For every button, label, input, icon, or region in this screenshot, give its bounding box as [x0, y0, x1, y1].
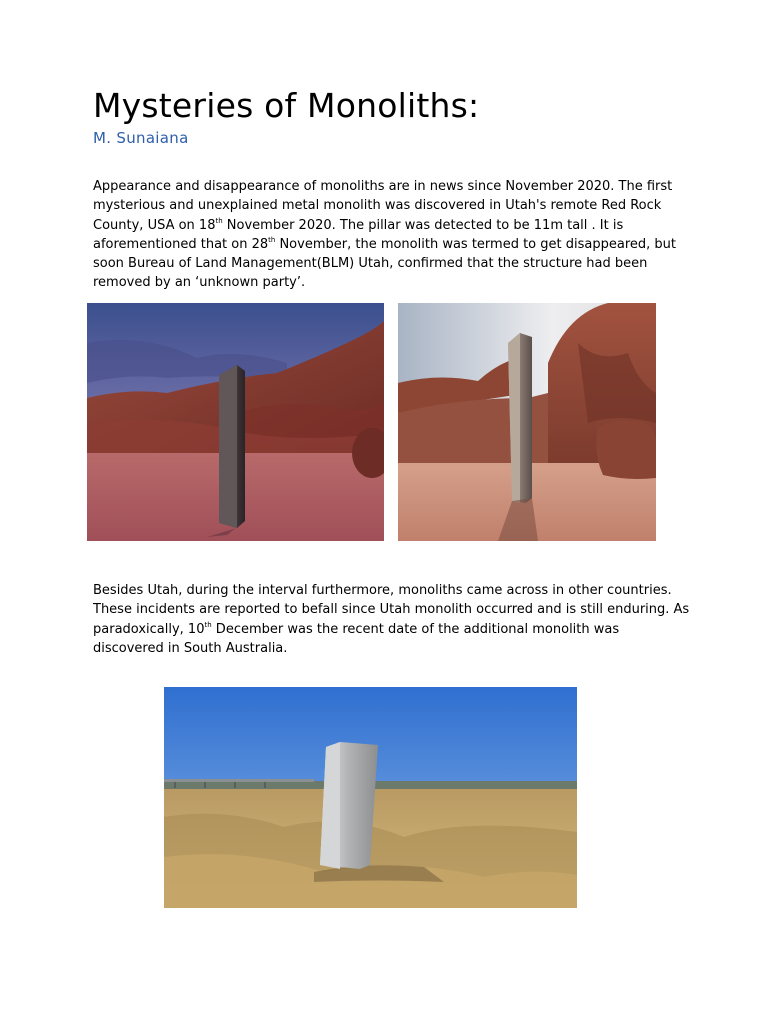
- utah-monolith-photo-dusk: [87, 303, 384, 541]
- text-run: November 2020. The pillar was detected to be 11m tall . It is: [222, 217, 624, 233]
- document-author: M. Sunaiana: [93, 129, 189, 147]
- south-australia-monolith-photo: [164, 687, 577, 908]
- text-run: aforementioned that on 28: [93, 236, 269, 252]
- text-line: These incidents are reported to befall since Utah monolith occurred and is still enduring. As: [93, 602, 690, 618]
- paragraph-global: [93, 581, 690, 658]
- ordinal-suffix: th: [204, 620, 212, 629]
- utah-monolith-photo-day: [398, 303, 656, 541]
- text-line: soon Bureau of Land Management(BLM) Utah, confirmed that the structure had been: [93, 256, 648, 272]
- document-title: Mysteries of Monoliths:: [93, 86, 480, 125]
- text-line: Appearance and disappearance of monoliths are in news since November 2020. The first: [93, 179, 673, 194]
- text-line: mysterious and unexplained metal monolith was discovered in Utah's remote Red Rock: [93, 198, 662, 214]
- paragraph-utah: [93, 177, 676, 293]
- text-line: [93, 620, 673, 639]
- text-line: discovered in South Australia.: [93, 640, 288, 656]
- text-run: December was the recent date of the additional monolith was: [211, 621, 620, 637]
- ordinal-suffix: th: [215, 216, 223, 225]
- text-line: Besides Utah, during the interval furthermore, monoliths came across in other countries.: [93, 583, 672, 598]
- text-run: County, USA on 18: [93, 217, 216, 233]
- text-run: November, the monolith was termed to get disappeared, but: [275, 236, 676, 252]
- text-line: [93, 235, 676, 254]
- text-run: paradoxically, 10: [93, 621, 205, 637]
- text-line: removed by an ‘unknown party’.: [93, 275, 306, 291]
- text-line: [93, 216, 668, 235]
- ordinal-suffix: th: [268, 235, 276, 244]
